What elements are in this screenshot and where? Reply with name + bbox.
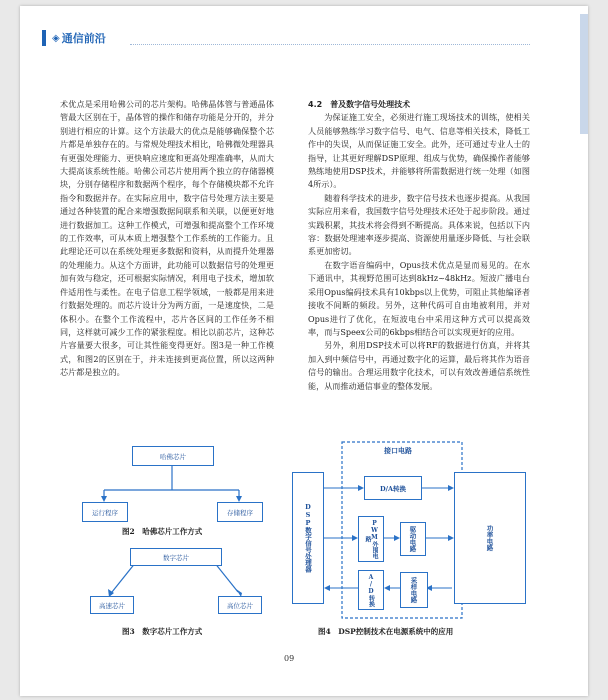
diamond-icon: ◈ [52,32,60,44]
figure-2-caption: 图2 哈佛芯片工作方式 [122,527,203,536]
high-speed-chip-box: 高速芯片 [90,596,134,614]
harvard-chip-box: 哈佛芯片 [132,446,214,466]
sampling-circuit-box: 采样电路 [400,572,428,608]
ad-converter-box: A/D转换 [358,570,384,610]
paragraph: 为保证施工安全，必须进行施工现场技术的训练，使相关人员能够熟练学习数字信号、电气、信息等相关技术，降低工作中的失误，从而保证施工安全。此外，还可通过专业人士的指导，让其更好理解DSP原理、组成与优势，确保操作者能够熟练地使用DSP技术，并能够将所需数据进行统一处理（如图4所示）。 [308,112,530,190]
run-program-box: 运行程序 [82,502,128,522]
figure-4 [292,440,528,618]
header-accent-bar [42,30,46,46]
section-heading: 4.2 普及数字信号处理技术 [308,100,411,109]
page-number: 09 [284,654,295,663]
store-program-box: 存储程序 [217,502,263,522]
pwm-circuit-box: PWM外围电路 [358,516,384,562]
left-column [60,98,274,380]
digital-chip-box: 数字芯片 [130,548,222,566]
figure-4-caption: 图4 DSP控制技术在电源系统中的应用 [318,627,454,636]
page-edge-tab [580,14,588,134]
high-position-chip-box: 高位芯片 [218,596,262,614]
right-column [308,98,530,393]
da-converter-box: D/A转换 [364,476,422,500]
dsp-processor-box: DSP数字信号处理器 [292,472,324,604]
interface-circuit-label: 接口电路 [384,447,412,455]
header-divider [130,44,530,45]
figure-3 [90,546,260,616]
drive-circuit-box: 驱动电路 [400,522,426,556]
paragraph: 在数字语音编码中，Opus技术优点是显而易见的。在水下通讯中，其视野范围可达到8kHz~48kHz。短波广播电台采用Opus编码技术具有10kbps以上优势，可阻止其他编译者接收不间断的频段。另外，这种代码可自由地被利用，并对Opus进行了优化，在短波电台中采用这种方式可以提高效率，而与Speex公司的6kbps相结合可以实现更好的应用。 [308,259,530,337]
paragraph: 随着科学技术的进步，数字信号技术也逐步提高。从我国实际应用来看，我国数字信号处理技术还处于起步阶段。通过实践积累，其技术将会得到不断提高。具体来说，包括以下内容：数据处理速率逐步提高、资源使用量逐步降低、与社会联系更加密切。 [308,192,530,257]
paragraph: 另外，利用DSP技术可以将RF的数据进行仿真，并将其加入到中频信号中，再通过数字化的运算，最后将其作为语音信号的输出。合理运用数字化技术，可以有效改善通信系统性能，从而推动通信事业的整体发展。 [308,340,530,391]
paragraph: 术优点是采用哈佛公司的芯片架构。哈佛晶体管与普通晶体管最大区别在于，晶体管的操作和储存功能是分开的，并分别进行相应的计算。这个方法最大的优点是能够确保整个芯片都是单独存在的。与常规处理技术相比，哈佛微处理器具有更强处理能力、更快响应速度和更高处理准确率，从而大大提高该系统性能。哈佛公司芯片使用两个独立的存储器模块，分别存储程序和数据两个程序，每个存储模块都不允许指令和数据并存。在实际应用中，数字信号处理方法主要是通过各种装置的配合来增强数据间联系和关联，以便更好地进行数据加工。这种工作模式，可增强和提高整个工作环境的工作效率，可从本质上增强整个工作系统的工作能力。且此理论还可以在系统处理更多数据和资料，从而提升处理器的处理能力。从这个方面讲，此功能可以数据信号的处理更加有效与稳定，还可根据实际情况，利用电子技术，增加软件适用性与柔性。在电子信息工程学领域，一般都是用来进行数据处理的。而芯片设计分为两方面，一是速度快，二是体积小。在整个工作流程中，芯片各区间的工作任务不相同，这样就可减少工作的紧张程度。相比以前芯片，这种芯片容量要大很多，可让其性能变得更好。图3是一种工作模式，和图2的区别在于，并未连接到更高位置，所以这两种芯片都是独立的。 [60,99,274,378]
header-title: 通信前沿 [61,32,106,45]
section-header [42,30,106,46]
power-circuit-box: 功率电路 [454,472,526,604]
figure-3-caption: 图3 数字芯片工作方式 [122,627,203,636]
